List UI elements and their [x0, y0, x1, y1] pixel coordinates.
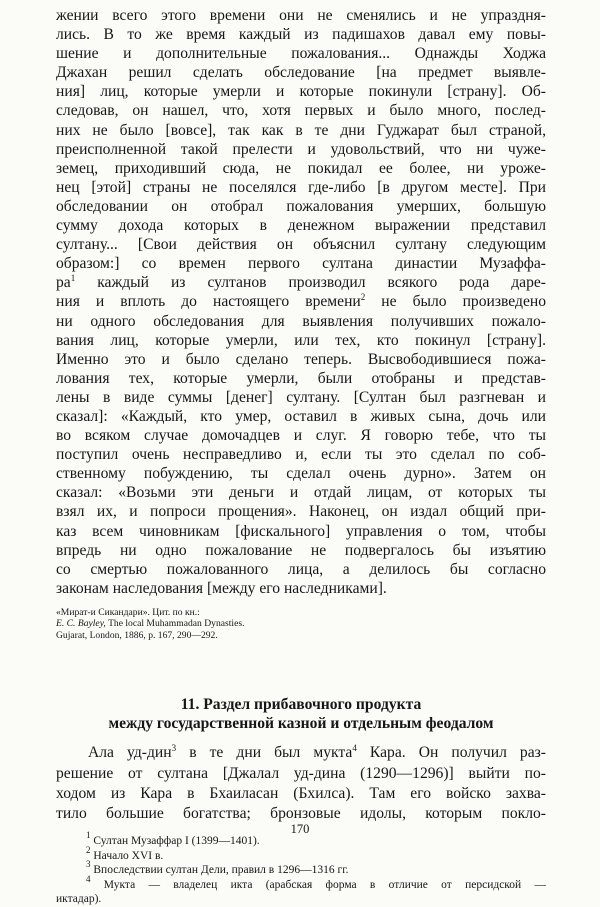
text-line: во всяком случае домочадцев и слуг. Я говорю тебе, что ты — [56, 427, 546, 445]
text-line: сумму дохода которых в денежном выражении представил — [56, 217, 546, 235]
footnote-number: 1 — [86, 830, 91, 841]
text-line: решение от султана [Джалал уд-дина (1290—1296)] выйти по- — [56, 764, 546, 782]
text-line: взял их, и попроси прощения». Наконец, он издал общий при- — [56, 503, 546, 521]
citation-line: «Мират-и Сикандари». Цит. по кн.: — [56, 606, 200, 618]
text-fragment: не было произведено — [381, 293, 547, 311]
footnote-number: 2 — [86, 844, 91, 855]
text-line: тило большие богатства; бронзовые идолы, которым покло- — [56, 804, 546, 822]
text-fragment: ния и вплоть до настоящего времени — [56, 293, 361, 311]
footnote-text: Впоследствии султан Дели, правил в 1296—1316 гг. — [93, 864, 349, 877]
text-line: нец [этой] страны не поселялся где-либо [в другом месте]. При — [56, 178, 546, 196]
footnote-continuation: иктадар). — [56, 893, 102, 906]
text-line: султану... [Свои действия он объяснил султану следующим — [56, 236, 546, 254]
text-line: сказал]: «Каждый, кто умер, оставил в живых сына, дочь или — [56, 407, 546, 425]
text-line: впредь ни одно пожалование не подвергалось бы изъятию — [56, 541, 546, 559]
text-line: лования тех, которые умерли, были отобраны и представ- — [56, 369, 546, 387]
heading-line: 11. Раздел прибавочного продукта — [180, 696, 422, 714]
main-text — [56, 6, 546, 598]
page-number: 170 — [290, 822, 310, 836]
text-line: сказал: «Возьми эти деньги и отдай лицам, от которых ты — [56, 484, 546, 502]
footnote-number: 3 — [86, 859, 91, 870]
text-line: законам наследования [между его наследниками]. — [56, 579, 387, 597]
footnote-marker-4: 4 — [352, 743, 357, 754]
text-fragment: Ала уд-дин — [88, 744, 172, 762]
footnote — [56, 859, 546, 878]
section-heading — [56, 695, 546, 733]
section-text — [56, 743, 546, 824]
text-line: лись. В то же время каждый из падишахов давал ему повы- — [56, 26, 546, 44]
footnote — [56, 844, 546, 864]
text-line: обследовании он отобрал пожалования умерших, большую — [56, 197, 546, 215]
text-line: ния] лиц, которые умерли и которые покинули [страну]. Об- — [56, 83, 546, 101]
citation-author: E. C. Bayley, — [56, 618, 106, 630]
footnote-number: 4 — [86, 873, 91, 884]
text-line: вания лиц, которые умерли, или тех, кто покинул [страну]. — [56, 331, 546, 349]
heading-line: между государственной казной и отдельным феодалом — [108, 715, 494, 733]
text-line: ни одного обследования для выявления получивших пожало- — [56, 312, 546, 330]
text-line: жении всего этого времени они не сменялись и не упраздня- — [56, 7, 546, 24]
text-line: ходом из Кара в Бхаиласан (Бхилса). Там его войско захва- — [56, 784, 546, 802]
text-line: со смертью пожалованного лица, а делилось бы согласно — [56, 560, 546, 578]
text-line: каз всем чиновникам [фискального] управления о том, чтобы — [56, 522, 546, 540]
citation-title: The local Muhammadan Dynasties. — [108, 618, 245, 630]
citation-line: Gujarat, London, 1886, p. 167, 290—292. — [56, 629, 218, 641]
footnote-marker-3: 3 — [171, 743, 177, 754]
footnote-marker-1: 1 — [70, 273, 76, 284]
footnote-marker-2: 2 — [360, 292, 366, 303]
page — [56, 6, 546, 907]
footnote-text: Начало XVI в. — [93, 849, 164, 862]
footnote-text: Мукта — владелец икта (арабская форма в отличие от персидской — — [103, 878, 546, 891]
text-line: образом:] со времен первого султана династии Музаффа- — [56, 255, 546, 273]
text-line: них не было [вовсе], так как в те дни Гуджарат был страной, — [56, 121, 546, 139]
text-fragment: каждый из султанов производил всякого рода даре- — [97, 274, 546, 292]
text-line: Джахан решил сделать обследование [на предмет выявле- — [56, 64, 546, 82]
text-line: земец, приходивший сюда, не покидал ее более, ни уроже- — [56, 159, 546, 177]
text-fragment: Кара. Он получил раз- — [369, 744, 546, 762]
text-line: следовав, он нашел, что, хотя первых и было много, послед- — [56, 102, 546, 120]
footnotes — [56, 830, 546, 907]
source-citation — [56, 607, 546, 642]
text-fragment: в те дни был мукта — [189, 744, 353, 762]
text-line — [56, 292, 546, 311]
citation-line — [56, 618, 546, 630]
text-line: поступил очень несправедливо и, если ты это сделал по соб- — [56, 446, 546, 464]
text-line: шение и дополнительные пожалования... Однажды Ходжа — [56, 45, 546, 63]
text-fragment: ра — [56, 274, 71, 292]
text-line — [56, 273, 546, 292]
text-line: ственному побуждению, ты сделал очень дурно». Затем он — [56, 465, 546, 483]
text-line — [56, 743, 546, 763]
text-line: преисполненной такой прелести и удовольствий, что ни чуже- — [56, 140, 546, 158]
footnote — [56, 873, 546, 893]
text-line: Именно это и было сделано теперь. Высвободившиеся пожа- — [56, 350, 546, 368]
footnote-text: Султан Музаффар I (1399—1401). — [93, 835, 260, 848]
text-line: лены в виде суммы [денег] султану. [Султан был разгневан и — [56, 388, 546, 406]
